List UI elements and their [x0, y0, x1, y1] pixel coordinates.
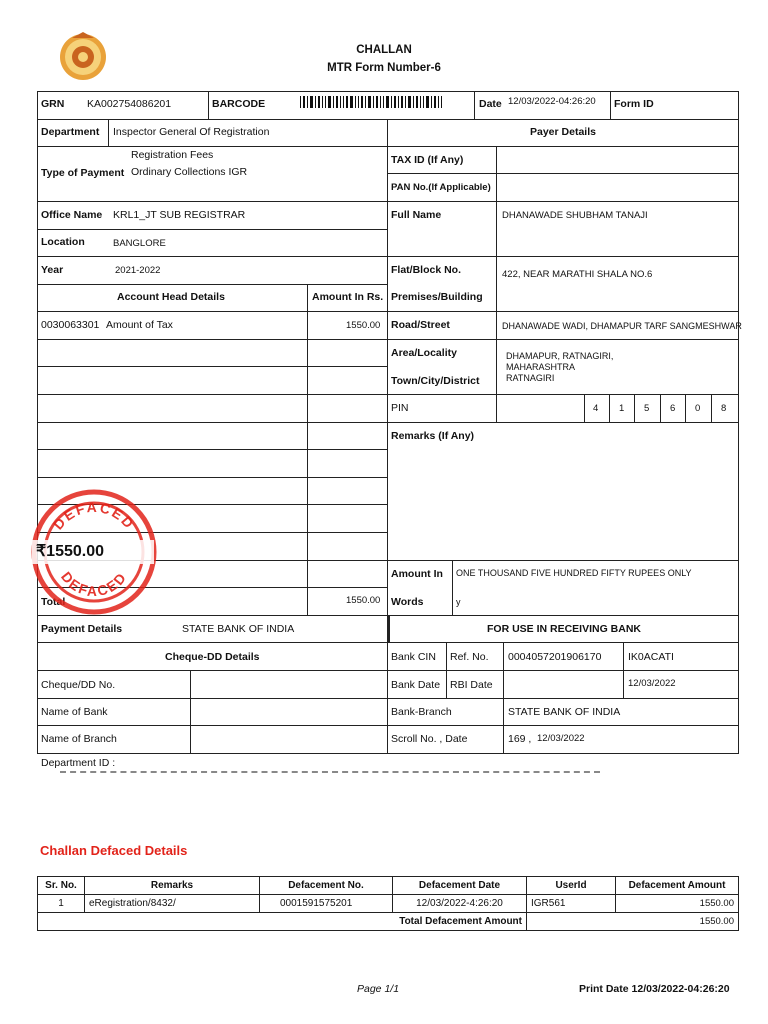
bank-name-label: Name of Bank [41, 706, 108, 718]
pan-label: PAN No.(If Applicable) [391, 182, 491, 193]
barcode [300, 96, 442, 108]
branch-name-label: Name of Branch [41, 733, 117, 745]
cheque-no-label: Cheque/DD No. [41, 679, 116, 691]
table-row [38, 895, 739, 913]
cell-remarks: eRegistration/8432/ [85, 895, 260, 913]
payment-details-label: Payment Details [41, 623, 123, 635]
bank-cin-code: IK0ACATI [628, 651, 674, 663]
defacement-table [37, 876, 739, 931]
receiving-bank-heading: FOR USE IN RECEIVING BANK [487, 623, 642, 635]
pin-digit: 8 [721, 403, 727, 414]
scroll-date: 12/03/2022 [537, 733, 585, 744]
barcode-label: BARCODE [212, 98, 266, 110]
town-city-label: Town/City/District [391, 375, 480, 387]
col-user-id: UserId [527, 877, 616, 895]
road-street-value: DHANAWADE WADI, DHAMAPUR TARF SANGMESHWAR [502, 321, 742, 331]
area-line3: RATNAGIRI [506, 373, 555, 383]
amount-words-label-2: Words [391, 596, 424, 608]
account-amount: 1550.00 [346, 320, 381, 331]
ref-no-value: 0004057201906170 [508, 651, 602, 663]
date-value: 12/03/2022-04:26:20 [508, 96, 596, 107]
amount-in-words-label: Amount In [391, 568, 443, 580]
area-line2: MAHARASHTRA [506, 362, 576, 372]
department-id-label: Department ID : [41, 757, 116, 769]
bank-date-value: 12/03/2022 [628, 678, 676, 689]
table-total-row [38, 913, 739, 931]
challan-title: CHALLAN [356, 44, 412, 56]
flat-block-value: 422, NEAR MARATHI SHALA NO.6 [502, 269, 653, 280]
cell-defacement-no: 0001591575201 [260, 895, 393, 913]
page-number: Page 1/1 [357, 983, 400, 995]
rbi-date-label: RBI Date [450, 679, 493, 691]
amount-words-continuation: y [456, 597, 461, 607]
tax-id-label: TAX ID (If Any) [391, 154, 464, 166]
payment-type-line1: Registration Fees [131, 149, 214, 161]
cell-user-id: IGR561 [527, 895, 616, 913]
full-name-value: DHANAWADE SHUBHAM TANAJI [502, 210, 648, 221]
defaced-details-title: Challan Defaced Details [40, 843, 188, 858]
premises-label: Premises/Building [391, 291, 483, 303]
area-locality-label: Area/Locality [391, 347, 457, 359]
pin-digit: 1 [619, 403, 625, 414]
date-label: Date [479, 98, 502, 110]
total-value: 1550.00 [346, 595, 381, 606]
flat-block-label: Flat/Block No. [391, 264, 462, 276]
remarks-label: Remarks (If Any) [391, 430, 475, 442]
payment-type-line2: Ordinary Collections IGR [131, 166, 248, 178]
road-street-label: Road/Street [391, 319, 450, 331]
col-defacement-no: Defacement No. [260, 877, 393, 895]
location-label: Location [41, 236, 85, 248]
office-name-value: KRL1_JT SUB REGISTRAR [113, 209, 246, 221]
col-sr-no: Sr. No. [38, 877, 85, 895]
office-name-label: Office Name [41, 209, 103, 221]
bank-cin-label: Bank CIN [391, 651, 436, 663]
area-line1: DHAMAPUR, RATNAGIRI, [506, 351, 614, 361]
amount-in-words-value: ONE THOUSAND FIVE HUNDRED FIFTY RUPEES ONLY [456, 568, 692, 578]
full-name-label: Full Name [391, 209, 442, 221]
grn-label: GRN [41, 98, 65, 110]
cell-sr: 1 [38, 895, 85, 913]
bank-branch-label: Bank-Branch [391, 706, 452, 718]
maharashtra-emblem [58, 30, 108, 82]
total-defacement-label: Total Defacement Amount [38, 913, 527, 931]
total-defacement-value: 1550.00 [616, 913, 739, 931]
ref-no-label: Ref. No. [450, 651, 489, 663]
col-defacement-amount: Defacement Amount [616, 877, 739, 895]
amount-in-rs-label: Amount In Rs. [312, 291, 384, 303]
form-number: MTR Form Number-6 [327, 62, 441, 74]
payment-details-value: STATE BANK OF INDIA [182, 623, 295, 635]
form-id-label: Form ID [614, 98, 654, 110]
pin-digit: 0 [695, 403, 701, 414]
pin-digit: 6 [670, 403, 676, 414]
table-header-row [38, 877, 739, 895]
year-value: 2021-2022 [115, 265, 161, 276]
cheque-dd-heading: Cheque-DD Details [165, 651, 260, 663]
scroll-label: Scroll No. , Date [391, 733, 468, 745]
department-value: Inspector General Of Registration [113, 126, 270, 138]
type-of-payment-label: Type of Payment [41, 167, 125, 179]
account-head-label: Account Head Details [117, 291, 225, 303]
pin-digit: 5 [644, 403, 650, 414]
payer-details-heading: Payer Details [530, 126, 596, 138]
cell-amount: 1550.00 [616, 895, 739, 913]
account-desc: Amount of Tax [106, 319, 173, 331]
col-defacement-date: Defacement Date [393, 877, 527, 895]
stamp-amount: ₹1550.00 [36, 543, 105, 560]
total-label: Total [41, 596, 66, 608]
stamp-top-text: DEFACED [49, 498, 139, 533]
cell-defacement-date: 12/03/2022-4:26:20 [393, 895, 527, 913]
scroll-no: 169 , [508, 733, 532, 745]
stamp-bottom-text: DEFACED [57, 568, 131, 600]
location-value: BANGLORE [113, 238, 166, 249]
bank-branch-value: STATE BANK OF INDIA [508, 706, 621, 718]
pin-digit: 4 [593, 403, 599, 414]
col-remarks: Remarks [85, 877, 260, 895]
print-date: Print Date 12/03/2022-04:26:20 [579, 983, 730, 995]
pin-label: PIN [391, 402, 409, 414]
department-label: Department [41, 126, 100, 138]
account-code: 0030063301 [41, 319, 100, 331]
year-label: Year [41, 264, 64, 276]
grn-value: KA002754086201 [87, 98, 172, 110]
bank-date-label: Bank Date [391, 679, 441, 691]
